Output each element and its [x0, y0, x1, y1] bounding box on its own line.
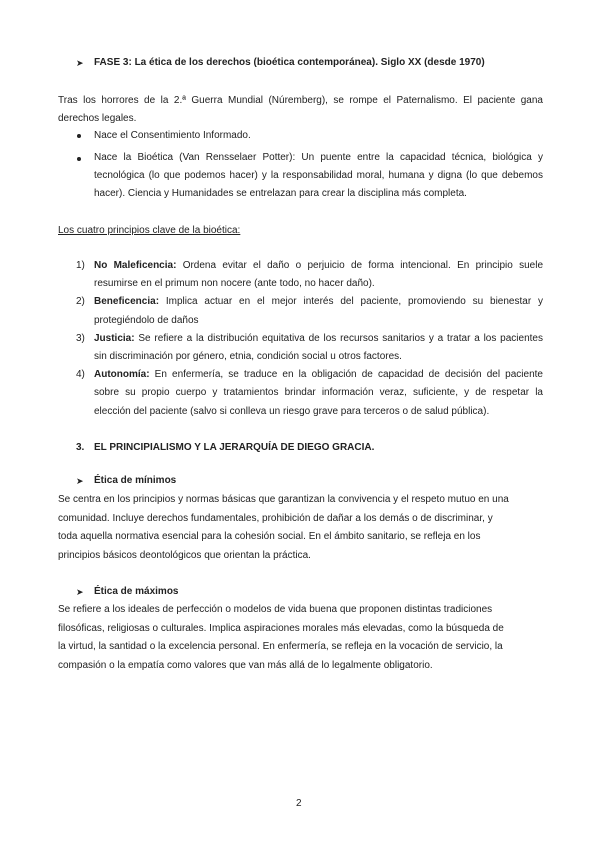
- principle-3-line-1: [94, 333, 543, 345]
- principle-4-line-2: sobre su propio cuerpo y tratamientos brindar información veraz, suficiente, y de respetar la: [94, 387, 543, 398]
- principle-3-line-2: sin discriminación por género, etnia, condición social u otros factores.: [94, 351, 402, 362]
- principle-text: Se refiere a la distribución equitativa de los recursos sanitarios y a tratar a los pacientes: [138, 333, 543, 344]
- section-title: EL PRINCIPIALISMO Y LA JERARQUÍA DE DIEGO GRACIA.: [94, 442, 375, 453]
- arrow-bullet-icon: ➤: [76, 587, 84, 597]
- principle-1-line-2: resumirse en el primum non nocere (ante todo, no hacer daño).: [94, 278, 375, 289]
- minimos-heading: Ética de mínimos: [94, 475, 177, 486]
- arrow-bullet-icon: ➤: [76, 58, 84, 68]
- minimos-line-3: toda aquella normativa esencial para la cohesión social. En el ámbito sanitario, se refleja en los: [58, 531, 481, 542]
- bullet-2-line-2: tecnológica (lo que podemos hacer) y la responsabilidad moral, humana y digna (lo que debemos: [94, 170, 543, 181]
- principle-1-line-1: [94, 260, 543, 272]
- principle-term: No Maleficencia:: [94, 260, 177, 271]
- principle-term: Beneficencia:: [94, 296, 160, 307]
- fase3-intro-line-2: derechos legales.: [58, 113, 137, 124]
- maximos-line-4: compasión o la empatía como valores que van más allá de lo legalmente obligatorio.: [58, 660, 433, 671]
- section-number: 3.: [76, 442, 85, 453]
- principle-text: En enfermería, se traduce en la obligación de capacidad de decisión del paciente: [154, 369, 543, 380]
- principles-title: Los cuatro principios clave de la bioética:: [58, 225, 241, 236]
- principle-term: Justicia:: [94, 333, 135, 344]
- principle-text: Implica actuar en el mejor interés del paciente, promoviendo su bienestar y: [165, 296, 543, 307]
- maximos-heading: Ética de máximos: [94, 586, 179, 597]
- minimos-line-1: Se centra en los principios y normas básicas que garantizan la convivencia y el respeto mutuo en una: [58, 494, 509, 505]
- minimos-line-2: comunidad. Incluye derechos fundamentales, prohibición de dañar a los demás o de discriminar, y: [58, 513, 493, 524]
- bullet-2-line-3: hacer). Ciencia y Humanidades se entrelazan para crear la disciplina más completa.: [94, 188, 467, 199]
- principle-4-line-3: elección del paciente (salvo si conlleva un riesgo grave para terceros o de salud pública).: [94, 406, 490, 417]
- principle-number: 1): [76, 260, 85, 271]
- arrow-bullet-icon: ➤: [76, 476, 84, 486]
- principle-4-line-1: [94, 369, 543, 381]
- bullet-2-line-1: Nace la Bioética (Van Rensselaer Potter): Un puente entre la capacidad técnica, biológica y: [94, 152, 543, 163]
- fase3-heading: FASE 3: La ética de los derechos (bioética contemporánea). Siglo XX (desde 1970): [94, 57, 485, 68]
- principle-2-line-1: [94, 296, 543, 308]
- page-number: 2: [296, 798, 302, 809]
- principle-number: 3): [76, 333, 85, 344]
- principle-term: Autonomía:: [94, 369, 150, 380]
- principle-2-line-2: protegiéndolo de daños: [94, 315, 199, 326]
- principle-number: 2): [76, 296, 85, 307]
- minimos-line-4: principios básicos deontológicos que orientan la práctica.: [58, 550, 311, 561]
- bullet-dot-icon: [77, 157, 81, 161]
- principle-number: 4): [76, 369, 85, 380]
- maximos-line-2: filosóficas, religiosas o culturales. Implica aspiraciones morales más elevadas, como la búsqueda de: [58, 623, 504, 634]
- bullet-1: Nace el Consentimiento Informado.: [94, 130, 251, 141]
- bullet-dot-icon: [77, 134, 81, 138]
- principle-text: Ordena evitar el daño o perjuicio de forma intencional. En principio suele: [182, 260, 544, 271]
- maximos-line-3: la virtud, la santidad o la excelencia personal. En enfermería, se refleja en la vocación de servicio, la: [58, 641, 503, 652]
- fase3-intro-line-1: Tras los horrores de la 2.ª Guerra Mundial (Núremberg), se rompe el Paternalismo. El paciente gana: [58, 95, 543, 106]
- maximos-line-1: Se refiere a los ideales de perfección o modelos de vida buena que proponen distintas tradiciones: [58, 604, 493, 615]
